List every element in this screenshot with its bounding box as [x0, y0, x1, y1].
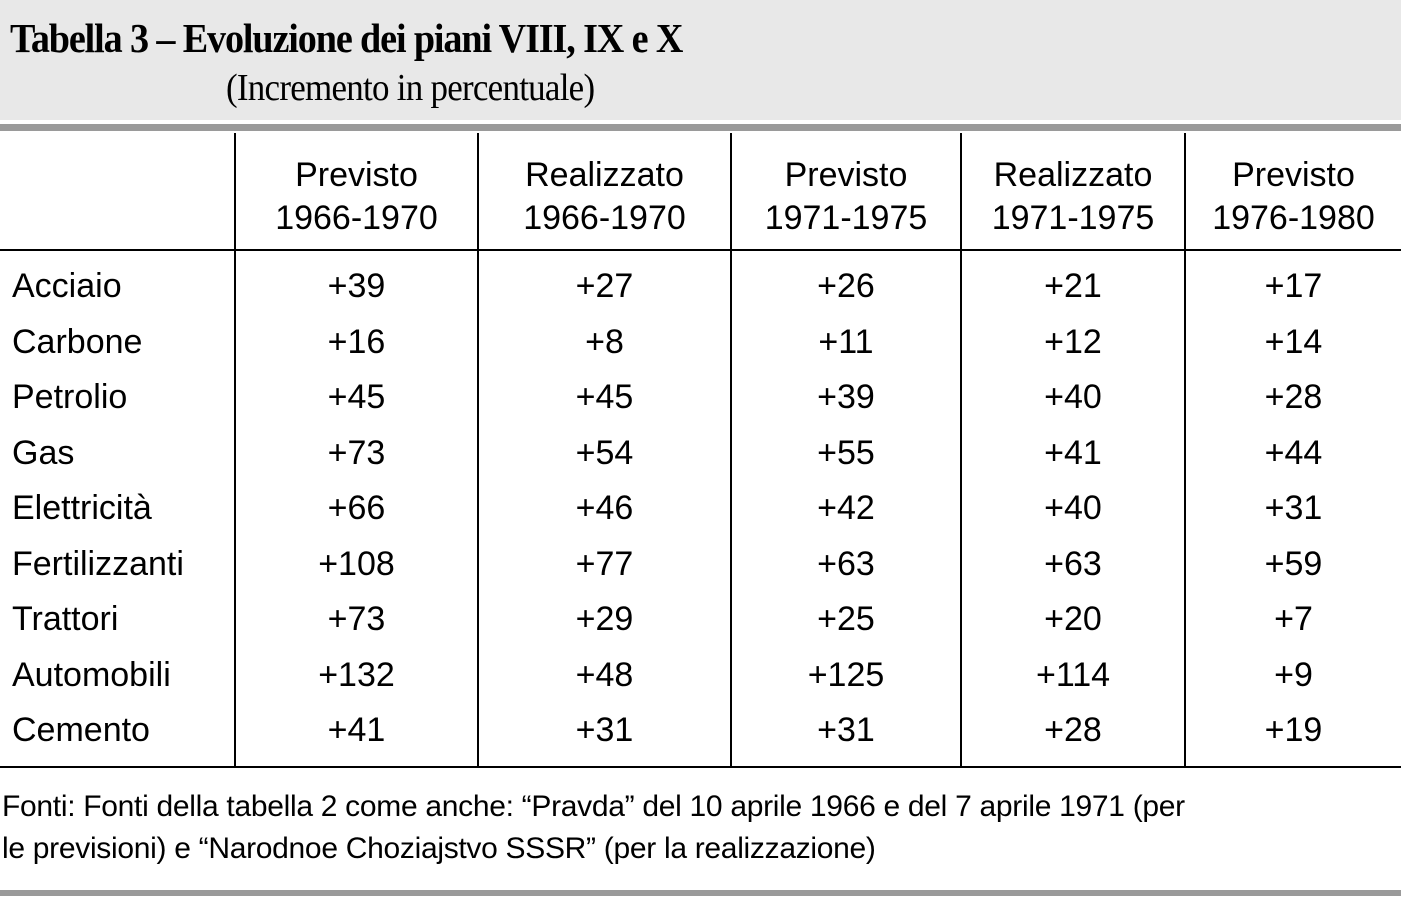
- row-label: Automobili: [12, 656, 171, 694]
- column-header-period: 1971-1975: [764, 199, 928, 237]
- value-cell: +63: [1044, 545, 1102, 583]
- value-cell: +125: [807, 656, 885, 694]
- column-header: [479, 154, 730, 244]
- value-cell: +40: [1044, 489, 1102, 527]
- value-cell: +54: [575, 434, 634, 472]
- row-label: Petrolio: [12, 378, 128, 416]
- row-label: Cemento: [12, 711, 150, 749]
- value-cell: +42: [817, 489, 875, 527]
- value-cell: +20: [1044, 600, 1102, 638]
- top-rule: [0, 124, 1401, 131]
- table-title: Tabella 3 – Evoluzione dei piani VIII, IX e X: [10, 15, 683, 61]
- column-header-type: Realizzato: [993, 156, 1153, 194]
- table-row: [0, 481, 1401, 536]
- value-cell: +19: [1264, 711, 1323, 749]
- table-subtitle: (Incremento in percentuale): [226, 67, 595, 109]
- value-cell: +8: [585, 323, 624, 361]
- value-cell: +16: [327, 323, 386, 361]
- value-cell: +39: [327, 267, 386, 305]
- value-cell: +39: [817, 378, 875, 416]
- value-cell: +31: [817, 711, 875, 749]
- value-cell: +28: [1044, 711, 1102, 749]
- column-header-period: 1966-1970: [275, 199, 438, 237]
- column-header-period: 1976-1980: [1212, 199, 1375, 237]
- row-label: Acciaio: [12, 267, 122, 305]
- source-note: [2, 786, 1401, 870]
- row-label: Gas: [12, 434, 75, 472]
- value-cell: +14: [1264, 323, 1323, 361]
- value-cell: +55: [817, 434, 875, 472]
- row-label: Carbone: [12, 323, 143, 361]
- value-cell: +41: [1044, 434, 1102, 472]
- value-cell: +11: [818, 323, 874, 361]
- column-header-type: Realizzato: [525, 156, 684, 194]
- value-cell: +132: [318, 656, 395, 694]
- column-header-type: Previsto: [784, 156, 908, 194]
- value-cell: +73: [327, 600, 386, 638]
- column-header-period: 1971-1975: [991, 199, 1155, 237]
- value-cell: +31: [1264, 489, 1323, 527]
- header-rule: [0, 249, 1401, 251]
- source-note-line: Fonti: Fonti della tabella 2 come anche: “Pravda” del 10 aprile 1966 e del 7 aprile 1971 (per: [2, 790, 1185, 823]
- source-note-line: le previsioni) e “Narodnoe Choziajstvo SSSR” (per la realizzazione): [2, 832, 876, 865]
- column-header: [1186, 154, 1401, 244]
- value-cell: +59: [1264, 545, 1323, 583]
- value-cell: +45: [575, 378, 634, 416]
- value-cell: +114: [1035, 656, 1111, 694]
- table-row: [0, 592, 1401, 647]
- column-header: [732, 154, 960, 244]
- table-row: [0, 426, 1401, 481]
- table-row: [0, 537, 1401, 592]
- column-header-type: Previsto: [1232, 156, 1355, 194]
- table-row: [0, 370, 1401, 425]
- value-cell: +48: [575, 656, 634, 694]
- row-label: Trattori: [12, 600, 119, 638]
- value-cell: +21: [1044, 267, 1102, 305]
- bottom-rule: [0, 890, 1401, 896]
- row-label: Fertilizzanti: [12, 545, 184, 583]
- value-cell: +45: [327, 378, 386, 416]
- value-cell: +31: [575, 711, 634, 749]
- value-cell: +73: [327, 434, 386, 472]
- table-row: [0, 315, 1401, 370]
- value-cell: +9: [1274, 656, 1313, 694]
- row-label: Elettricità: [12, 489, 152, 527]
- value-cell: +77: [575, 545, 634, 583]
- table-row: [0, 259, 1401, 314]
- column-header: [962, 154, 1184, 244]
- value-cell: +27: [575, 267, 634, 305]
- value-cell: +66: [327, 489, 386, 527]
- column-header-period: 1966-1970: [523, 199, 686, 237]
- value-cell: +29: [575, 600, 634, 638]
- table-row: [0, 703, 1401, 758]
- value-cell: +63: [817, 545, 875, 583]
- value-cell: +40: [1044, 378, 1102, 416]
- column-header: [236, 154, 477, 244]
- value-cell: +28: [1264, 378, 1323, 416]
- bottom-table-rule: [0, 766, 1401, 768]
- column-header-type: Previsto: [295, 156, 418, 194]
- value-cell: +26: [817, 267, 875, 305]
- value-cell: +46: [575, 489, 634, 527]
- value-cell: +25: [817, 600, 875, 638]
- value-cell: +7: [1274, 600, 1313, 638]
- value-cell: +12: [1044, 323, 1102, 361]
- table-row: [0, 648, 1401, 703]
- value-cell: +17: [1264, 267, 1323, 305]
- value-cell: +41: [327, 711, 386, 749]
- value-cell: +44: [1264, 434, 1323, 472]
- value-cell: +108: [318, 545, 395, 583]
